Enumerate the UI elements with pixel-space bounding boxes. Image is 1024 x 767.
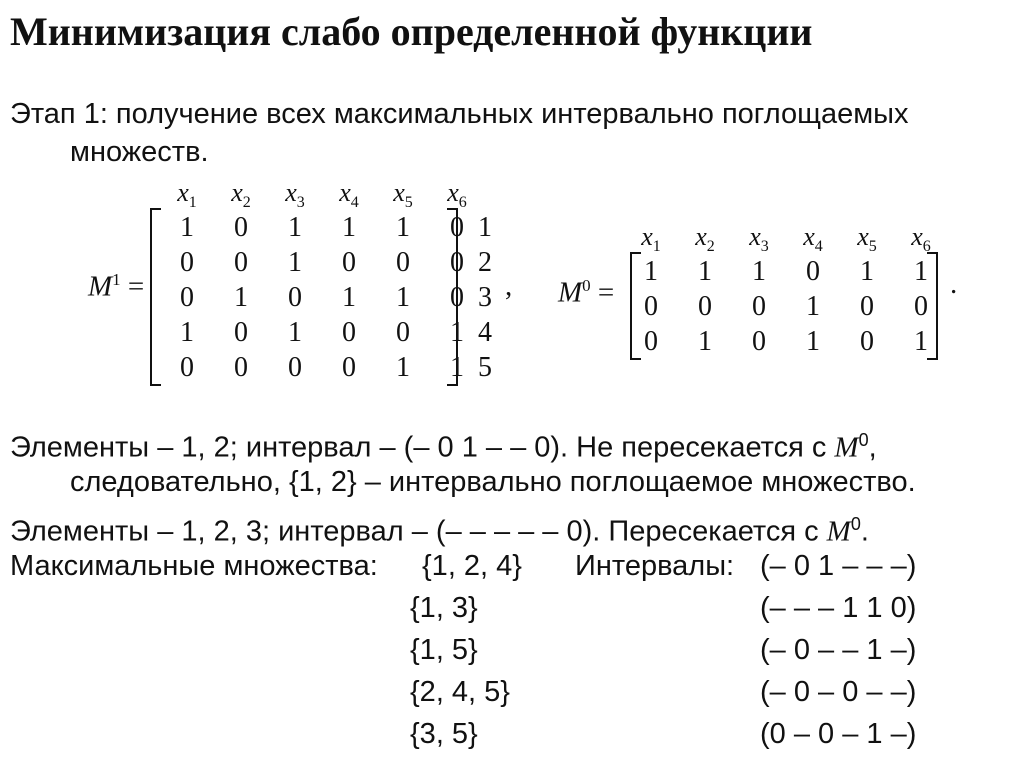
matrix-m0-body	[624, 254, 948, 359]
column-header: $x_2$	[695, 222, 715, 256]
matrix-m1-body	[160, 210, 484, 385]
matrix-cell: 0	[450, 247, 464, 278]
matrix-cell: 0	[450, 282, 464, 313]
matrix-cell: 0	[698, 291, 712, 322]
matrix-cell: 0	[860, 291, 874, 322]
result-interval: (– 0 – – 1 –)	[760, 634, 917, 666]
column-header: $x_6$	[911, 222, 931, 256]
matrix-cell: 0	[914, 291, 928, 322]
stage-line-2: множеств.	[70, 136, 209, 168]
row-number: 1	[478, 212, 492, 243]
matrix-cell: 1	[806, 326, 820, 357]
matrix-cell: 0	[288, 352, 302, 383]
matrix-cell: 1	[698, 326, 712, 357]
matrix-cell: 1	[396, 282, 410, 313]
matrix-m0-trailing-period: .	[950, 268, 958, 300]
column-header: $x_5$	[393, 178, 413, 212]
matrix-cell: 0	[644, 291, 658, 322]
matrix-cell: 0	[396, 317, 410, 348]
matrix-row	[160, 280, 484, 315]
matrix-cell: 0	[180, 247, 194, 278]
matrix-m0-headers	[624, 222, 948, 256]
matrix-m1-row-numbers	[478, 210, 492, 385]
matrix-cell: 0	[180, 352, 194, 383]
intervals-label: Интервалы:	[575, 550, 735, 582]
matrix-cell: 1	[180, 212, 194, 243]
max-sets-label: Максимальные множества:	[10, 550, 378, 582]
paragraph-2: Элементы – 1, 2, 3; интервал – (– – – – – 0). Пересекается с $M^0$.	[10, 514, 869, 548]
result-interval: (– 0 – 0 – –)	[760, 676, 917, 708]
column-header: $x_1$	[641, 222, 661, 256]
result-set: {1, 3}	[410, 592, 478, 624]
column-header: $x_1$	[177, 178, 197, 212]
matrix-cell: 0	[396, 247, 410, 278]
result-interval: (0 – 0 – 1 –)	[760, 718, 917, 750]
matrix-cell: 0	[234, 352, 248, 383]
matrix-cell: 1	[288, 247, 302, 278]
matrix-cell: 0	[234, 212, 248, 243]
matrix-cell: 1	[180, 317, 194, 348]
result-interval: (– 0 1 – – –)	[760, 550, 917, 582]
column-header: $x_6$	[447, 178, 467, 212]
matrix-row	[160, 315, 484, 350]
column-header: $x_4$	[803, 222, 823, 256]
matrix-cell: 0	[860, 326, 874, 357]
matrix-cell: 1	[234, 282, 248, 313]
matrix-cell: 1	[698, 256, 712, 287]
matrix-cell: 1	[450, 317, 464, 348]
matrix-m1-label: $M^1$ =	[88, 270, 145, 303]
matrix-cell: 0	[342, 247, 356, 278]
matrix-cell: 0	[342, 317, 356, 348]
matrix-cell: 1	[914, 256, 928, 287]
matrix-cell: 0	[806, 256, 820, 287]
matrix-m0	[630, 252, 938, 360]
matrix-row	[624, 324, 948, 359]
matrix-cell: 1	[806, 291, 820, 322]
paragraph-1-line-1: Элементы – 1, 2; интервал – (– 0 1 – – 0). Не пересекается с $M^0$,	[10, 430, 877, 464]
matrix-cell: 1	[450, 352, 464, 383]
matrix-cell: 1	[288, 212, 302, 243]
matrix-cell: 0	[644, 326, 658, 357]
matrix-m1-trailing-comma: ,	[505, 270, 513, 302]
matrix-cell: 0	[234, 247, 248, 278]
matrix-cell: 0	[180, 282, 194, 313]
matrix-cell: 0	[752, 291, 766, 322]
result-set: {1, 5}	[410, 634, 478, 666]
matrix-row	[624, 254, 948, 289]
result-set: {3, 5}	[410, 718, 478, 750]
matrix-row	[624, 289, 948, 324]
matrix-cell: 1	[342, 212, 356, 243]
matrix-cell: 1	[288, 317, 302, 348]
matrix-cell: 1	[752, 256, 766, 287]
result-set: {1, 2, 4}	[422, 550, 522, 582]
matrix-cell: 1	[342, 282, 356, 313]
stage-line-1: Этап 1: получение всех максимальных интервально поглощаемых	[10, 98, 909, 130]
column-header: $x_3$	[285, 178, 305, 212]
matrix-m1-headers	[160, 178, 484, 212]
page-title: Минимизация слабо определенной функции	[10, 9, 813, 54]
matrix-cell: 0	[342, 352, 356, 383]
paragraph-1-line-2: следовательно, {1, 2} – интервально поглощаемое множество.	[70, 466, 916, 498]
matrix-row	[160, 245, 484, 280]
matrix-cell: 1	[860, 256, 874, 287]
column-header: $x_5$	[857, 222, 877, 256]
row-number: 3	[478, 282, 492, 313]
matrix-cell: 1	[396, 352, 410, 383]
matrix-cell: 0	[234, 317, 248, 348]
matrix-cell: 0	[752, 326, 766, 357]
row-number: 4	[478, 317, 492, 348]
result-interval: (– – – 1 1 0)	[760, 592, 917, 624]
column-header: $x_2$	[231, 178, 251, 212]
matrix-cell: 1	[396, 212, 410, 243]
column-header: $x_4$	[339, 178, 359, 212]
matrix-m1	[150, 208, 464, 386]
result-set: {2, 4, 5}	[410, 676, 510, 708]
matrix-cell: 1	[914, 326, 928, 357]
column-header: $x_3$	[749, 222, 769, 256]
matrix-cell: 0	[450, 212, 464, 243]
matrix-m0-label: $M^0$ =	[558, 276, 615, 309]
matrix-cell: 1	[644, 256, 658, 287]
row-number: 2	[478, 247, 492, 278]
matrix-cell: 0	[288, 282, 302, 313]
row-number: 5	[478, 352, 492, 383]
matrix-row	[160, 350, 484, 385]
matrix-row	[160, 210, 484, 245]
